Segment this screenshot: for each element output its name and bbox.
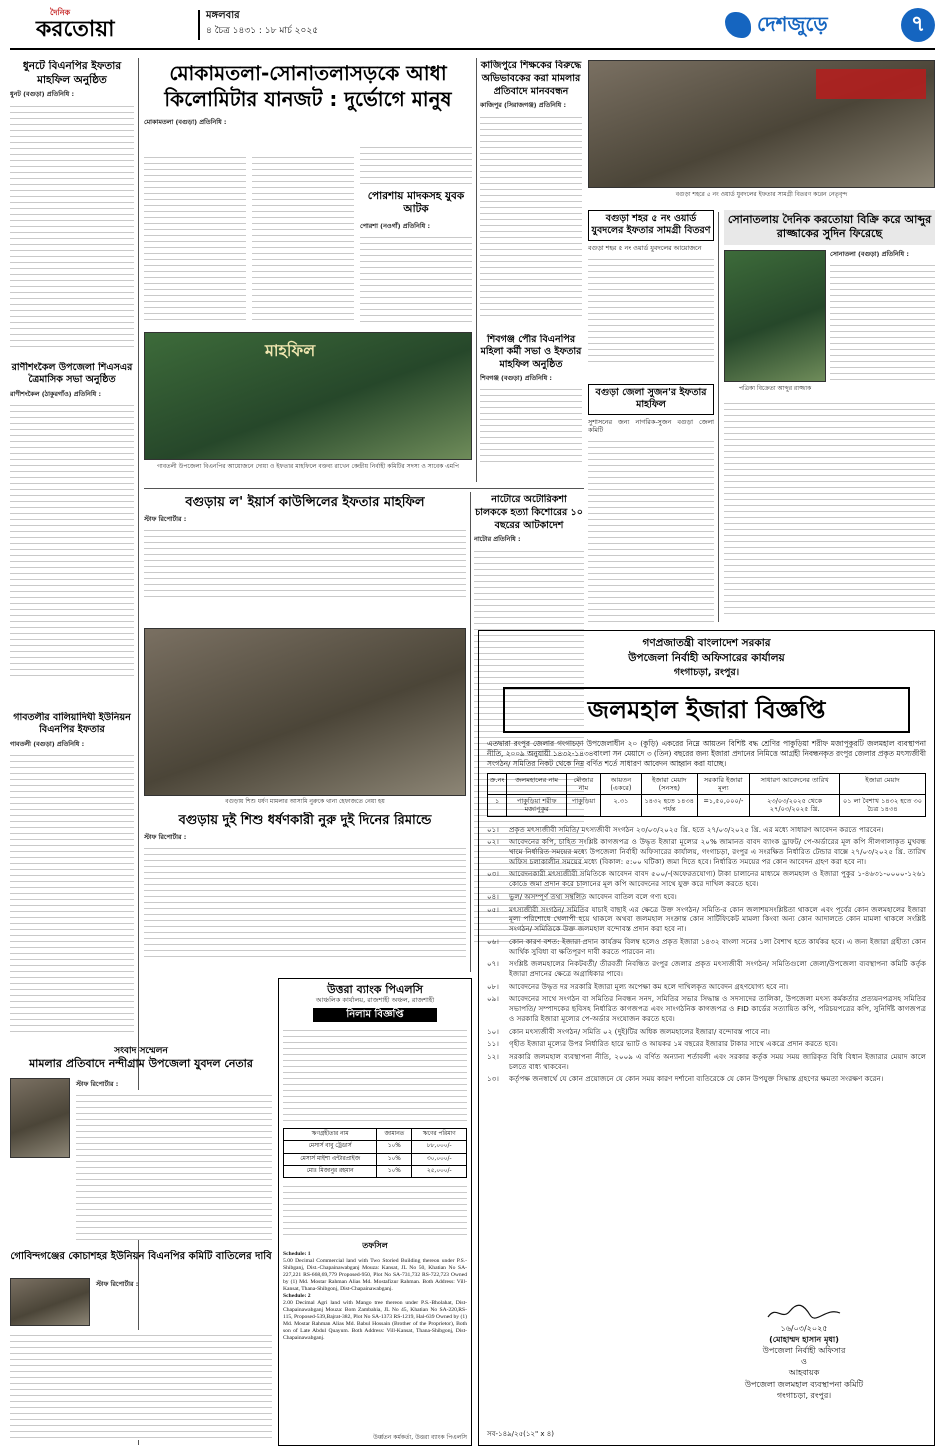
header-divider xyxy=(198,10,200,40)
signatory-role: আহবায়ক xyxy=(788,1368,820,1378)
article-body xyxy=(480,112,582,317)
article-ranisankail xyxy=(10,362,134,694)
jalmahal-notice xyxy=(478,630,935,1446)
article-body xyxy=(144,843,466,961)
lead-story xyxy=(144,60,472,480)
table-row: মেসার্স মাইশা এন্টারপ্রাইজ ১০% ৩০,০০০/- xyxy=(284,1153,467,1165)
article-lawyers-council xyxy=(144,494,466,624)
article-body xyxy=(10,1330,272,1440)
committee-place: গংগাচড়া, রংপুর। xyxy=(776,1390,832,1400)
poreshai-body xyxy=(360,232,472,322)
poreshai-headline: পোরশায় মাদকসহ যুবক আটক xyxy=(367,190,465,216)
col-jalmahal: জলমহালের নাম xyxy=(507,773,567,794)
conference-photo xyxy=(10,1078,70,1158)
headline: বগুড়ায় ল' ইয়ার্স কাউন্সিলের ইফতার মাহফিল xyxy=(185,495,425,510)
article-body xyxy=(588,254,714,364)
clause: ০৪। ভুল/ অসম্পূর্ণ তথ্য সম্বলিত আবেদন বাতিল বলে গণ্য হবে। xyxy=(487,891,677,901)
article-gabtoli xyxy=(10,712,134,1044)
headline: ধুনটে বিএনপির ইফতার মাহফিল অনুষ্ঠিত xyxy=(22,60,122,86)
bank-name: উত্তরা ব্যাংক পিএলসি xyxy=(327,983,423,996)
notice-clauses xyxy=(487,825,926,1085)
lead-headline: মোকামতলা-সোনাতলাসড়কে আধা কিলোমিটার যানজট : দুর্ভোগে মানুষ xyxy=(164,61,452,111)
article-dhunot xyxy=(10,60,134,360)
lead-dateline: মোকামতলা (বগুড়া) প্রতিনিধি : xyxy=(144,118,227,126)
signature-icon xyxy=(764,1301,844,1323)
auction-table xyxy=(283,1128,467,1178)
office-name: উপজেলা নির্বাহী অফিসারের কার্যালয় xyxy=(628,652,785,665)
natore-rule xyxy=(470,492,471,972)
article-sonatola xyxy=(724,210,935,624)
col-deposit: জামানত xyxy=(377,1129,412,1141)
clause: ০৩। আবেদনকারী মৎস্যজীবী সমিতিকে আবেদন বাবদ ৫০০/-(অফেরতযোগ্য) টাকা চালানের মাধ্যমে জলমহাল ও ইজারা পুকুর ১-৪৬৩১-০০০০-১২৬১ কোডে জমা প্রদান করে চালানের মূল কপি আবেদনের সাথে যুক্ত করে দাখিল করতে হবে। xyxy=(487,869,926,889)
article-body-bottom xyxy=(724,398,935,618)
col-amount: ঋণের পরিমাণ xyxy=(412,1129,467,1141)
section-badge xyxy=(705,8,935,42)
auction-footer: উর্ধ্বতন কর্মকর্তা, উত্তরা ব্যাংক পিএলসি xyxy=(373,1433,467,1441)
dateline: স্টাফ রিপোর্টার : xyxy=(96,1280,139,1288)
vendor-photo xyxy=(724,250,826,382)
clause: ১২। সরকারি জলমহাল ব্যবস্থাপনা নীতি, ২০০৯ এ বর্ণিত অন্যান্য শর্তাবলী এবং সরকার কর্তৃক সময় সময় জারিকৃত বিধি বিধান ইজারার মেয়াদ কালে চলতে বাধ্য থাকবেন। xyxy=(487,1051,926,1071)
auction-title: নিলাম বিজ্ঞপ্তি xyxy=(313,1008,437,1023)
page-number: ৭ xyxy=(901,8,935,42)
headline: মামলার প্রতিবাদে নন্দীগ্রাম উপজেলা যুবদল নেতার xyxy=(29,1057,253,1071)
article-body xyxy=(144,525,466,601)
auction-notice xyxy=(278,978,472,1446)
office-place: গংগাচড়া, রংপুর। xyxy=(673,667,740,679)
dateline: স্টাফ রিপোর্টার : xyxy=(144,832,187,841)
col-mouza: মৌজার নাম xyxy=(567,773,601,794)
gobindaganj-photo xyxy=(10,1278,90,1326)
bank-branch: আঞ্চলিক কার্যালয়, রাজশাহী অঞ্চল, রাজশাহী xyxy=(315,995,435,1004)
section-title: দেশজুড়ে xyxy=(757,12,828,36)
dateline: স্টাফ রিপোর্টার : xyxy=(144,514,187,523)
jalmahal-table xyxy=(487,773,926,817)
dateline: সোনাতলা (বগুড়া) প্রতিনিধি : xyxy=(830,250,909,258)
top-right-photo-caption: বগুড়া শহরে ৫ নং ওয়ার্ড যুবদলের ইফতার সামগ্রী বিতরণ করেন নেতৃবৃন্দ xyxy=(675,191,848,198)
lead-body-col-3 xyxy=(360,142,472,186)
rimand-photo xyxy=(144,628,466,796)
clause: ০৬। কোন কারণ বশত: ইজারা প্রদান কার্যক্রম বিলম্ব হলেও প্রকৃত ইজারা ১৪৩২ বাংলা সনের ১লা বৈশাখ হতে কার্যকর হবে। এ জন্য ইজারা গ্রহীতা কোন আর্থিক সুবিধা বা ক্ষতিপূরণ দাবী করতে পারবেন না। xyxy=(487,936,926,956)
headline: বগুড়া জেলা সুজন'র ইফতার মাহফিল xyxy=(588,384,714,415)
headline: নাটোরে অটোরিকশা চালককে হত্যা কিশোরের ১০ বছরের আটকাদেশ xyxy=(475,494,583,531)
gov-name: গণপ্রজাতন্ত্রী বাংলাদেশ সরকার xyxy=(642,637,771,649)
article-kazipur xyxy=(480,60,582,330)
dateline: স্টাফ রিপোর্টার : xyxy=(76,1080,119,1088)
article-body xyxy=(76,1090,272,1240)
schedule-1-heading: Schedule: 1 xyxy=(283,1250,311,1257)
auction-terms xyxy=(283,1181,467,1239)
clause: ০৫। মৎস্যজীবী সংগঠন/ সমিতির যাচাই বাছাই এর ক্ষেত্রে উক্ত সংগঠন/ সমিতি-র কোন জলাশয়সংশ্লিষ্টতা থাকলে এবং পূর্বের কোন জলমহালের ইজারা মূল্য পরিশোধে খেলাপী হয়ে থাকলে অথবা জলমহাল সংক্রান্ত কোন সার্টিফিকেট মামলা কিংবা অন্য কোন আদালতে কোন মামলা থাকলে সংশ্লিষ্ট সংগঠন/ সমিতিকে উক্ত জলমহাল বন্দোবস্ত প্রদান করা হবে না। xyxy=(487,904,926,934)
clause: ১৩। কর্তৃপক্ষ জনস্বার্থে যে কোন প্রয়োজনে যে কোন সময় কারণ দর্শানো ব্যতিরেকে যে কোন উপযুক্ত সিদ্ধান্ত গ্রহণের ক্ষমতা সংরক্ষণ করেন। xyxy=(487,1074,884,1084)
notice-ref: সব-১৪৯/২৫(১২" x ৪) xyxy=(487,1430,555,1439)
article-gobindaganj xyxy=(10,1250,272,1446)
col-borrower: ঋণগ্রহীতার নাম xyxy=(284,1129,377,1141)
signatory-name: (মোহাম্মদ হাসান মৃধা) xyxy=(769,1334,839,1344)
headline: বগুড়ায় দুই শিশু ধর্ষণকারী নুরু দুই দিনের রিমান্ডে xyxy=(178,813,432,828)
article-body xyxy=(588,436,714,624)
dateline: সুশাসনের জন্য নাগরিক-সুজন বগুড়া জেলা কমিটি xyxy=(588,417,714,435)
issue-info xyxy=(206,10,446,37)
logo-small: দৈনিক xyxy=(50,8,71,17)
article-body xyxy=(480,384,582,464)
lead-body-col-1 xyxy=(144,152,246,322)
clause: ০১। প্রকৃত মৎস্যজীবী সমিতি/ মৎস্যজীবী সংগঠন ২৩/০৩/২০২৫ খ্রি. হতে ২৭/০৩/২০২৫ খ্রি. এর মধ্যে সাধারণ আবেদন করতে পারবেন। xyxy=(487,824,884,834)
col-right-rule xyxy=(718,212,719,622)
table-row: ১ পাকুড়িয়া শরীফ মজাপুকুর পাকুড়িয়া ২.৩১ ১৪৩২ হতে ১৪৩৪ পর্যন্ত =১,৫০,০০০/- ২৩/০৩/২০২৫ থেকে ২৭/০৩/২০২৫ খ্রি. ০১ লা বৈশাখ ১৪৩২ হতে ৩০ চৈত্র ১৪৩৪ xyxy=(488,795,926,816)
article-shibganj xyxy=(480,334,582,480)
kicker: সংবাদ সম্মেলন xyxy=(114,1046,168,1056)
dateline: ধুনট (বগুড়া) প্রতিনিধি : xyxy=(10,90,75,99)
col-mid-rule xyxy=(476,58,477,482)
schedule-2: 2.00 Decimal Agri land with Mango tree thereon under P.S.-Bholahat, Dist-Chapainawabganj Mouza: Bom Zambahia, JL No 45, Khatian No SA-220,RS-115, Proposed-539,Bajrat-382, Plot No SA-1373 RS-1219, Hal-639 Owned by (1) Md. Mostar Rahman Alias Md. Babul Hossain (Brother of the Proprietor), Both son of Late Abdul Quayum. Both Address: Vill-Kansat, Thana-Shibgonj, Dist-Chapainawabganj. xyxy=(283,1299,467,1341)
col-term: ইজারা মেয়াদ (সনসহ) xyxy=(642,773,697,794)
logo-main: করতোয়া xyxy=(36,16,115,42)
vendor-photo-caption: পত্রিকা বিক্রেতা আব্দুর রাজ্জাক xyxy=(738,385,812,392)
issue-date: ৪ চৈত্র ১৪৩১ : ১৮ মার্চ ২০২৫ xyxy=(206,25,319,36)
newspaper-logo xyxy=(10,8,190,44)
clause: ১১। গৃহীত ইজারা মূল্যের উপর নির্ধারিত হারে ভ্যাট ও আয়কর ১ম বছরের ইজারার টাকার সাথে একত্রে প্রদান করতে হবে। xyxy=(487,1039,838,1049)
notice-intro: এতদ্বারা রংপুর জেলার গংগাচড়া উপজেলাধীন ২০ (কুড়ি) একরের নিম্নে আয়তন বিশিষ্ট বদ্ধ শ্রেণির পাকুড়িয়া শরীফ মজাপুকুরটি জলমহাল ব্যবস্থাপনা নীতি, ২০০৯ অনুযায়ী ১৪৩২-১৪৩৪বাংলা সন মেয়াদে ৩ (তিন) বছরের জন্য ইজারা প্রদানের নিমিত্তে আগ্রহী নিবন্ধনকৃত রংপুর জেলার প্রকৃত মৎস্যজীবী সংগঠন/ সমিতির নিকট থেকে নিম্ন বর্ণিত শর্তে সাধারণ আবেদন আহ্বান করা যাচ্ছে। xyxy=(487,739,926,768)
dateline: শিবগঞ্জ (বগুড়া) প্রতিনিধি : xyxy=(480,374,552,383)
headline: গোবিন্দগঞ্জের কোচাশহর ইউনিয়ন বিএনপির কমিটি বাতিলের দাবি xyxy=(10,1251,272,1262)
col-apply-date: সাধারণ আবেদনের তারিখ xyxy=(750,773,840,794)
notice-title: জলমহাল ইজারা বিজ্ঞপ্তি xyxy=(503,687,910,733)
article-bogura-ward xyxy=(588,210,714,378)
dateline: রাণীশংকৈল (ঠাকুরগাঁও) প্রতিনিধি : xyxy=(10,389,102,398)
dateline: গাবতলী (বগুড়া) প্রতিনিধি : xyxy=(10,739,85,748)
table-row: মোঃ মিজানুর রহমান ১০% ২৫,০০০/- xyxy=(284,1165,467,1177)
headline: কাজিপুরে শিক্ষকের বিরুদ্ধে অভিভাবকের করা মামলার প্রতিবাদে মানববন্ধন xyxy=(480,60,582,97)
photo-banner xyxy=(816,69,926,99)
lead-body-col-2 xyxy=(252,152,354,322)
col-area: আয়তন (একরে) xyxy=(600,773,641,794)
schedule-1: 5.00 Decimal Commercial land with Two Storied Building thereon under P.S.-Shibganj, Dist.-Chapainawabganj Mouza: Kansat, JL No 50, Khatian No SA-227,221 RS-668,69,779 Proposed-950, Plot No SA-731,732 RS-722,723 Owned by (1) Md. Mostar Rahman Alias Md. Mostafizur Rahman. Both Address: Vill-Kansat, Thana-Shibgonj, Dist-Chapainawabganj. xyxy=(283,1257,467,1292)
article-sujan xyxy=(588,384,714,624)
col-price: সরকারি ইজারা মূল্য xyxy=(697,773,750,794)
schedule-title: তফসিল xyxy=(362,1240,388,1250)
article-body xyxy=(10,400,134,680)
dateline: নাটোর প্রতিনিধি : xyxy=(474,535,521,544)
committee-name: উপজেলা জলমহাল ব্যবস্থাপনা কমিটি xyxy=(744,1379,864,1389)
schedule-2-heading: Schedule: 2 xyxy=(283,1292,311,1299)
clause: ১০। কোন মৎস্যজীবী সংগঠন/ সমিতি ০২ (দুই)টির অধিক জলমহালের ইজারা/ বন্দোবস্ত পাবে না। xyxy=(487,1026,770,1036)
article-body xyxy=(10,750,134,1035)
signatory-title: উপজেলা নির্বাহী অফিসার xyxy=(762,1346,846,1356)
signature-date: ১৬/০৩/২০২৫ xyxy=(780,1323,828,1333)
headline: শিবগঞ্জ পৌর বিএনপির মহিলা কর্মী সভা ও ইফতার মাহফিল অনুষ্ঠিত xyxy=(480,334,582,370)
weekday: মঙ্গলবার xyxy=(206,10,240,21)
article-body-top xyxy=(830,260,935,382)
dateline: কাজিপুর (সিরাজগঞ্জ) প্রতিনিধি : xyxy=(480,101,567,110)
iftar-photo-caption: গাবতলী উপজেলা বিএনপির আয়োজনে দোয়া ও ইফতার মাহফিলে বক্তব্য রাখেন কেন্দ্রীয় নির্বাহী কমিটির সদস্য ও সাবেক এমপি xyxy=(157,463,459,470)
article-body xyxy=(10,101,134,351)
top-right-photo xyxy=(588,60,935,188)
iftar-photo xyxy=(144,332,472,460)
clause: ০৯। আবেদনের সাথে সংগঠন বা সমিতির নিবন্ধন সনদ, সমিতির সভার সিদ্ধান্ত ও সদস্যদের তালিকা, উপজেলা মৎস্য কর্মকর্তার প্রত্যয়নপত্রসহ সমিতির সভাপতি/ সম্পাদকের ছবিসহ নির্ধারিত কাগজপত্র এবং সাংগঠনিক কাগজপত্র ও FID কার্ডের সত্যায়িত কপি, পরিচয়পত্রের কপি, সুনির্দিষ্ট কাগজপত্র ও সরকারি ইজারা মূল্যের পে-অর্ডার সংযোজন করতে হবে। xyxy=(487,994,926,1023)
masthead xyxy=(10,6,935,46)
clause: ০৭। সংশ্লিষ্ট জলমহালের নিকটবর্তী/ তীরবর্তী নিবন্ধিত রংপুর জেলার প্রকৃত মৎস্যজীবী সংগঠন/ সমিতিগুলো জেলা/উপজেলা ব্যবস্থাপনা কমিটি কর্তৃক ইজারা প্রদানের ক্ষেত্রে অগ্রাধিকার পাবে। xyxy=(487,959,926,978)
iftar-banner: মাহফিল xyxy=(265,341,316,360)
headline: গাবতলীর বালিয়াদিঘী ইউনিয়ন বিএনপির ইফতার xyxy=(13,712,131,736)
table-row: মেসার্স বাবু ট্রেডার্স ১০% ৮৮,০০০/- xyxy=(284,1141,467,1153)
mid-rule xyxy=(144,488,584,489)
headline: রাণীশংকৈল উপজেলা শিএসএর ত্রৈমাসিক সভা অনুষ্ঠিত xyxy=(11,362,133,386)
poreshai-dateline: পোরশা (নওগাঁ) প্রতিনিধি : xyxy=(360,222,431,230)
headline: সোনাতলায় দৈনিক করতোয়া বিক্রি করে আব্দুর রাজ্জাকের সুদিন ফিরেছে xyxy=(724,210,935,245)
clause: ০২। আবেদনের কপি, চাহিত সংশ্লিষ্ট কাগজপত্র ও উদ্ধৃত ইজারা মূল্যের ২০% জামানত বাবদ ব্যাংক ড্রাফট/ পে-অর্ডারের মূল কপি সীলগালাকৃত মুখবন্ধ খামে নির্ধারিত সময়ের মধ্যে উপজেলা নির্বাহী অফিসারের কার্যালয়, গংগাচড়া, রংপুর এ সংরক্ষিত নির্ধারিত টেন্ডার বাক্সে ২৭/০৩/২০২৫ খ্রি. তারিখ অফিস চলাকালীন সময়ের মধ্যে (বিকাল: ৫:০০ ঘটিকা) জমা দিতে হবে। নির্ধারিত সময়ের পর কোন আবেদন গ্রহণ করা হবে না। xyxy=(487,837,926,866)
header-rule xyxy=(10,48,935,50)
signature-block xyxy=(714,1301,894,1401)
headline: বগুড়া শহর ৫ নং ওয়ার্ড যুবদলের ইফতার সামগ্রী বিতরণ xyxy=(588,210,714,241)
dateline: বগুড়া শহর ৫ নং ওয়ার্ড যুবদলের আয়োজনে xyxy=(588,243,702,252)
article-conference xyxy=(10,1046,272,1246)
article-rimand xyxy=(144,812,466,972)
rimand-photo-caption: বগুড়ায় শিশু ধর্ষণ মামলার আসামি নুরুকে থানা হেফাজতে নেয়া হয় xyxy=(225,798,385,805)
auction-body xyxy=(283,1025,467,1125)
clause: ০৮। আবেদনের উদ্ধৃত দর সরকারি ইজারা মূল্য অপেক্ষা কম হলে দাখিলকৃত আবেদন গ্রহণযোগ্য হবে না। xyxy=(487,981,789,991)
col-serial: ক্র.নং xyxy=(488,773,507,794)
signatory-and: ও xyxy=(801,1357,807,1367)
col-lease-period: ইজারা মেয়াদ xyxy=(840,773,926,794)
bangladesh-map-icon xyxy=(725,12,751,38)
